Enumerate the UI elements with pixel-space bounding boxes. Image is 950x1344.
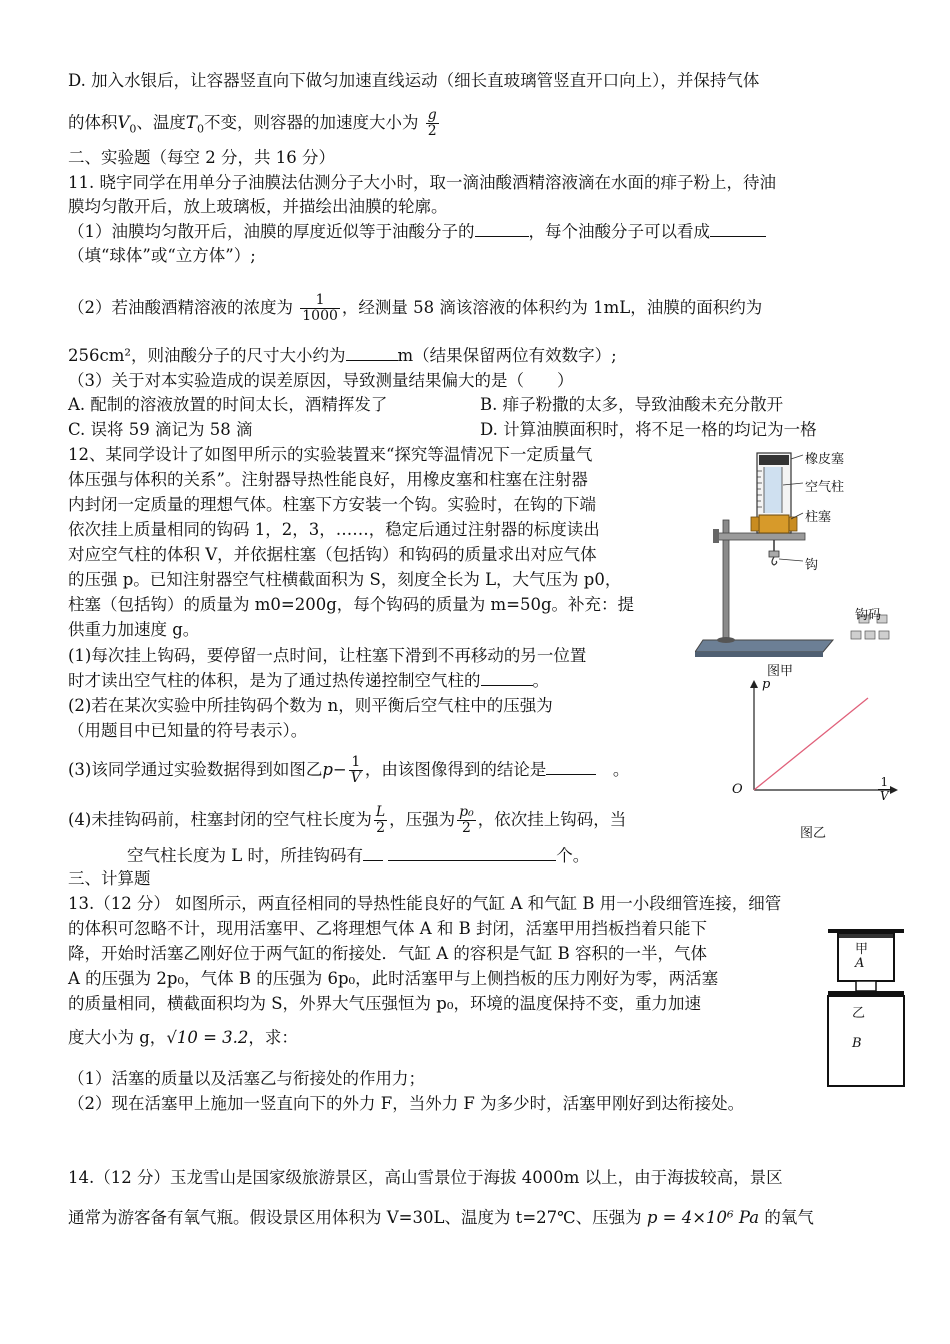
q12-line5: 对应空气柱的体积 V，并依据柱塞（包括钩）和钩码的质量求出对应气体 — [68, 545, 597, 564]
q11-part2-cont: 256cm²，则油酸分子的尺寸大小约为 m（结果保留两位有效数字）; — [68, 346, 617, 365]
q12-line4: 依次挂上质量相同的钩码 1，2，3，……，稳定后通过注射器的标度读出 — [68, 520, 600, 539]
q14-line2: 通常为游客备有氧气瓶。假设景区用体积为 V=30L、温度为 t=27℃、压强为 p = 4×10⁶ Pa 的氧气 — [68, 1208, 814, 1227]
origin-label: O — [732, 782, 743, 797]
p-vs-inverse-v-line — [754, 698, 868, 790]
fraction-p0-over-2: $\frac{\text{p₀}}{2}$ — [459, 804, 474, 836]
q13-part2: （2）现在活塞甲上施加一竖直向下的外力 F，当外力 F 为多少时，活塞甲刚好到达衔接处。 — [68, 1094, 745, 1113]
figure-jia-apparatus — [695, 445, 895, 675]
q12-part3: (3)该同学通过实验数据得到如图乙p− $\frac{1}{V}$ ，由该图像得到的结论是 。 — [68, 754, 630, 786]
q11-line2: 膜均匀散开后，放上玻璃板，并描绘出油膜的轮廓。 — [68, 197, 448, 216]
q13-line2: 的体积可忽略不计，现用活塞甲、乙将理想气体 A 和 B 封闭，活塞甲用挡板挡着只能下 — [68, 919, 708, 938]
fraction-g-over-2: $\frac{g}{2}$ — [427, 107, 437, 139]
fraction-concentration: $\frac{1}{1000}$ — [302, 292, 338, 324]
axis-p-label: p — [762, 677, 771, 692]
q12-line3: 内封闭一定质量的理想气体。柱塞下方安装一个钩。实验时，在钩的下端 — [68, 495, 596, 514]
answer-blank — [710, 222, 766, 237]
option-d-line1: D. 加入水银后，让容器竖直向下做匀加速直线运动（细长直玻璃管竖直开口向上），并保持气体 — [68, 71, 760, 90]
q11-line1: 11. 晓宇同学在用单分子油膜法估测分子大小时，取一滴油酸酒精溶液滴在水面的痱子粉上，待油 — [68, 173, 776, 192]
label-plunger: 柱塞 — [805, 510, 832, 525]
q11-option-d: D. 计算油膜面积时，将不足一格的均记为一格 — [480, 420, 817, 439]
q11-part2: （2）若油酸酒精溶液的浓度为 $\frac{1}{1000}$ ，经测量 58 滴该溶液的体积约为 1mL，油膜的面积约为 — [68, 292, 763, 324]
q12-line8: 供重力加速度 g。 — [68, 620, 200, 639]
q12-part2-line1: (2)若在某次实验中所挂钩码个数为 n，则平衡后空气柱中的压强为 — [68, 696, 553, 715]
label-hook: 钩 — [805, 558, 819, 573]
label-gas-b: B — [852, 1036, 862, 1051]
label-piston-jia: 甲 — [855, 942, 869, 957]
answer-blank — [363, 846, 383, 861]
answer-blank — [475, 222, 529, 237]
section-calculation-title: 三、计算题 — [68, 869, 151, 888]
section-experiment-title: 二、实验题（每空 2 分，共 16 分） — [68, 148, 335, 167]
q13-line5: 的质量相同，横截面积均为 S，外界大气压强恒为 p₀，环境的温度保持不变，重力加速 — [68, 994, 701, 1013]
q12-part1-line1: (1)每次挂上钩码，要停留一点时间，让柱塞下滑到不再移动的另一位置 — [68, 646, 587, 665]
q11-option-b: B. 痱子粉撒的太多，导致油酸未充分散开 — [480, 395, 784, 414]
answer-blank — [546, 760, 596, 775]
label-gas-a: A — [855, 956, 865, 971]
q12-line6: 的压强 p。已知注射器空气柱横截面积为 S，刻度全长为 L，大气压为 p0， — [68, 570, 622, 589]
q13-line4: A 的压强为 2p₀，气体 B 的压强为 6p₀，此时活塞甲与上侧挡板的压力刚好为零，两活塞 — [68, 969, 719, 988]
q13-line3: 降，开始时活塞乙刚好位于两气缸的衔接处．气缸 A 的容积是气缸 B 容积的一半，气体 — [68, 944, 708, 963]
q12-part4: (4)未挂钩码前，柱塞封闭的空气柱长度为 $\frac{L}{2}$ ，压强为 $\frac{\text{p₀}}{2}$ ，依次挂上钩码，当 — [68, 804, 627, 836]
q11-part1-hint: （填“球体”或“立方体”）; — [68, 246, 256, 265]
q13-line1: 13.（12 分） 如图所示，两直径相同的导热性能良好的气缸 A 和气缸 B 用一小段细管连接，细管 — [68, 894, 782, 913]
q13-part1: （1）活塞的质量以及活塞乙与衔接处的作用力； — [68, 1069, 425, 1088]
q11-option-a: A. 配制的溶液放置的时间太长，酒精挥发了 — [68, 395, 388, 414]
q13-line6: 度大小为 g，√10 = 3.2，求： — [68, 1028, 298, 1047]
fraction-l-over-2: $\frac{L}{2}$ — [375, 804, 386, 836]
fraction-1-over-v: $\frac{1}{V}$ — [350, 754, 361, 786]
q14-line1: 14.（12 分）玉龙雪山是国家级旅游景区，高山雪景位于海拔 4000m 以上，由于海拔较高，景区 — [68, 1168, 783, 1187]
answer-blank — [346, 346, 398, 361]
figure-yi-caption: 图乙 — [800, 826, 827, 841]
q11-part3: （3）关于对本实验造成的误差原因，导致测量结果偏大的是（ ） — [68, 371, 574, 390]
q12-line1: 12、某同学设计了如图甲所示的实验装置来“探究等温情况下一定质量气 — [68, 445, 593, 464]
q12-line7: 柱塞（包括钩）的质量为 m0=200g，每个钩码的质量为 m=50g。补充：提 — [68, 595, 635, 614]
axis-inverse-v-label: $\frac{1}{V}$ — [880, 775, 889, 803]
label-air-column: 空气柱 — [805, 480, 845, 495]
label-weights: 钩码 — [855, 608, 882, 623]
q12-part4-cont: 空气柱长度为 L 时，所挂钩码有 个。 — [127, 846, 590, 865]
figure-jia-caption: 图甲 — [767, 664, 794, 679]
q11-part1: （1）油膜均匀散开后，油膜的厚度近似等于油酸分子的 ，每个油酸分子可以看成 — [68, 221, 766, 243]
answer-blank — [388, 846, 556, 861]
label-rubber-stopper: 橡皮塞 — [805, 452, 845, 467]
q12-part1-line2: 时才读出空气柱的体积，是为了通过热传递控制空气柱的 。 — [68, 671, 549, 690]
q12-part2-line2: （用题目中已知量的符号表示）。 — [68, 721, 308, 740]
label-piston-yi: 乙 — [852, 1006, 866, 1021]
option-d-line2: 的体积$V_0$、温度$T_0$不变，则容器的加速度大小为 $\frac{g}{2}$ — [68, 107, 437, 139]
q12-line2: 体压强与体积的关系”。注射器导热性能良好，用橡皮塞和柱塞在注射器 — [68, 470, 588, 489]
answer-blank — [481, 671, 533, 686]
q11-option-c: C. 误将 59 滴记为 58 滴 — [68, 420, 253, 439]
